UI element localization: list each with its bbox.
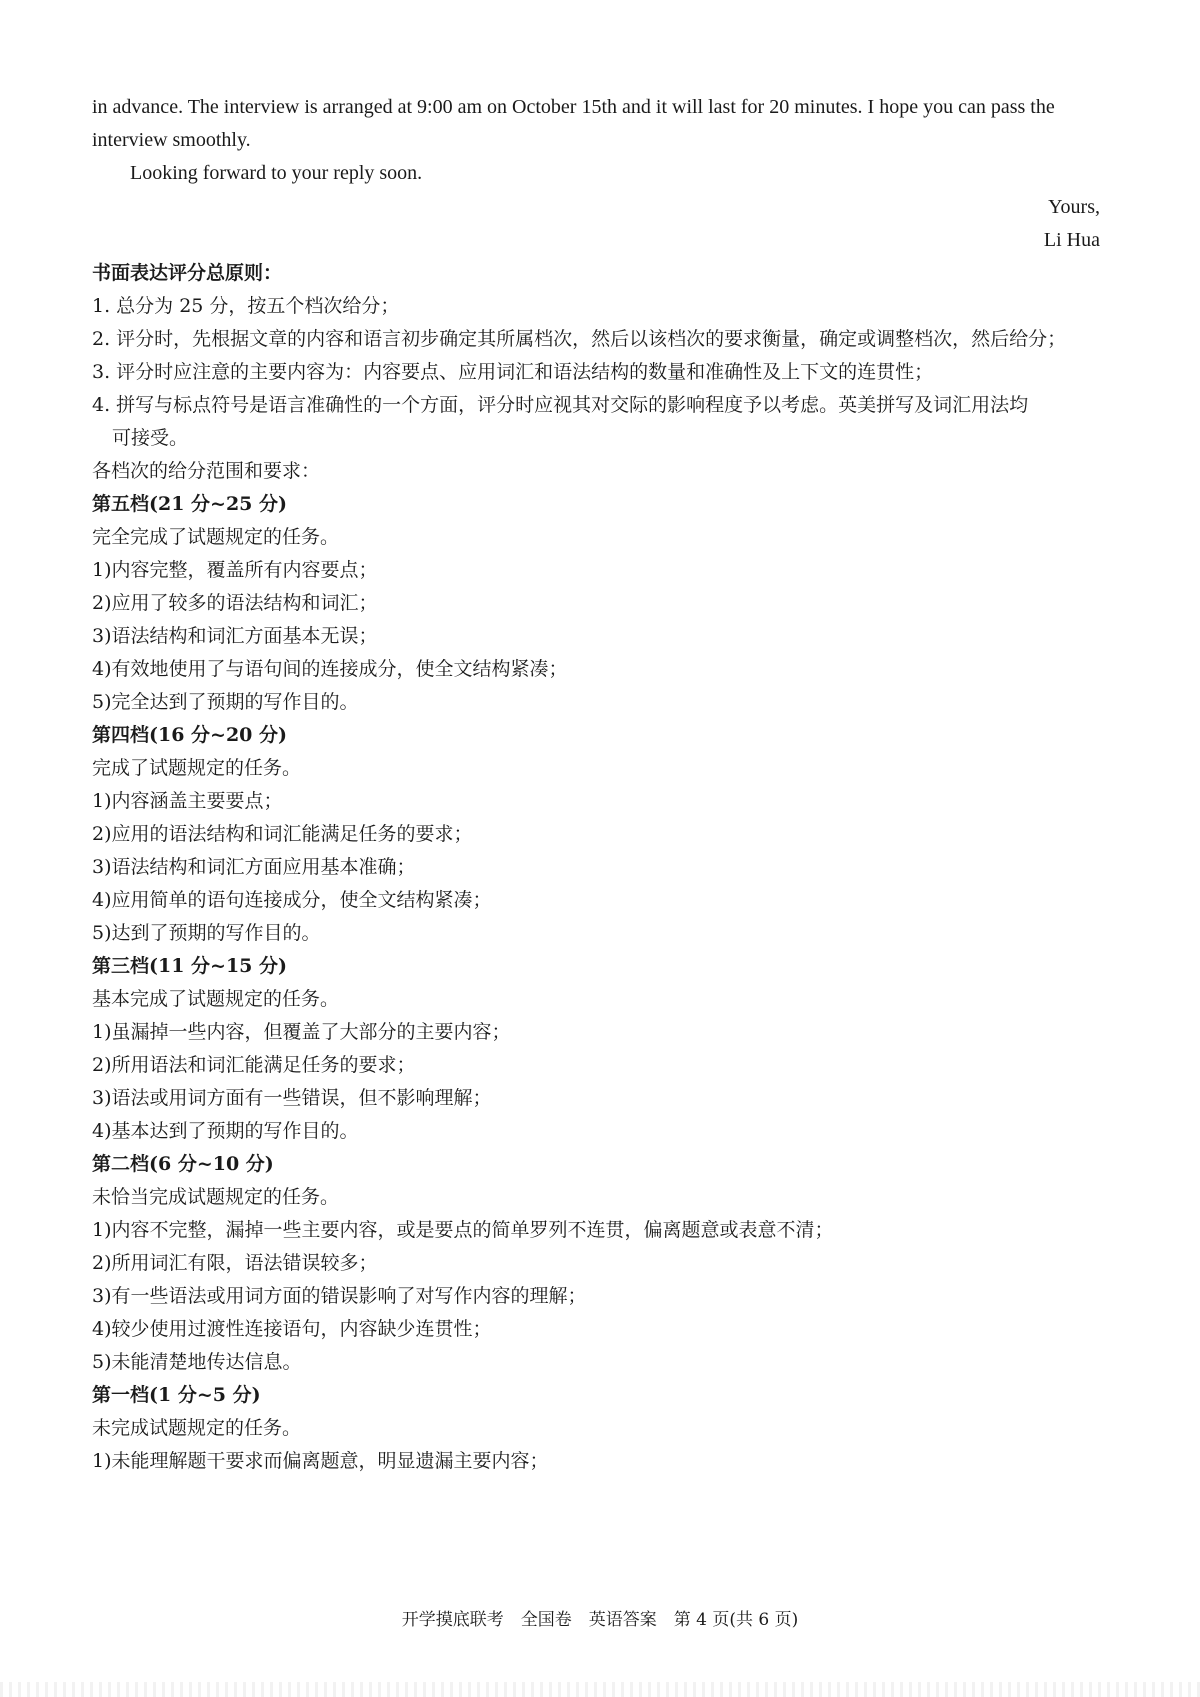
tier-summary: 完全完成了试题规定的任务。 [92, 526, 340, 548]
tier-item: 2)所用语法和词汇能满足任务的要求； [92, 1054, 416, 1076]
tier-item: 3)语法结构和词汇方面应用基本准确； [92, 856, 416, 878]
tier-summary: 未恰当完成试题规定的任务。 [92, 1186, 340, 1208]
tier-item: 5)未能清楚地传达信息。 [92, 1351, 302, 1373]
tier-title: 第二档(6 分~10 分) [92, 1153, 274, 1175]
tier-item: 5)完全达到了预期的写作目的。 [92, 691, 359, 713]
tier-item: 1)未能理解题干要求而偏离题意，明显遗漏主要内容； [92, 1450, 549, 1472]
tier-item: 1)内容不完整，漏掉一些主要内容，或是要点的简单罗列不连贯，偏离题意或表意不清； [92, 1219, 834, 1241]
tier-item: 1)内容涵盖主要要点； [92, 790, 283, 812]
principle-item: 4. 拼写与标点符号是语言准确性的一个方面，评分时应视其对交际的影响程度予以考虑。英美拼写及词汇用法均 [92, 394, 1029, 416]
principles-heading: 书面表达评分总原则： [92, 262, 283, 284]
letter-signature: Li Hua [1043, 229, 1100, 251]
tier-item: 4)较少使用过渡性连接语句，内容缺少连贯性； [92, 1318, 492, 1340]
tier-summary: 基本完成了试题规定的任务。 [92, 988, 340, 1010]
tier-item: 4)有效地使用了与语句间的连接成分，使全文结构紧凑； [92, 658, 568, 680]
principle-item: 2. 评分时，先根据文章的内容和语言初步确定其所属档次，然后以该档次的要求衡量，确定或调整档次，然后给分； [92, 328, 1067, 350]
principle-item: 1. 总分为 25 分，按五个档次给分； [92, 295, 400, 317]
tier-item: 1)内容完整，覆盖所有内容要点； [92, 559, 378, 581]
ranges-heading: 各档次的给分范围和要求： [92, 460, 321, 482]
tier-item: 3)语法或用词方面有一些错误，但不影响理解； [92, 1087, 492, 1109]
tier-title: 第五档(21 分~25 分) [92, 493, 288, 515]
tier-item: 4)基本达到了预期的写作目的。 [92, 1120, 359, 1142]
letter-closing: Yours, [1048, 196, 1100, 218]
tier-title: 第三档(11 分~15 分) [92, 955, 288, 977]
principle-item: 3. 评分时应注意的主要内容为：内容要点、应用词汇和语法结构的数量和准确性及上下文的连贯性； [92, 361, 934, 383]
tier-item: 4)应用简单的语句连接成分，使全文结构紧凑； [92, 889, 492, 911]
tier-title: 第一档(1 分~5 分) [92, 1384, 261, 1406]
letter-line-2: interview smoothly. [92, 129, 251, 151]
tier-item: 2)应用了较多的语法结构和词汇； [92, 592, 378, 614]
tier-summary: 完成了试题规定的任务。 [92, 757, 302, 779]
principle-item-continuation: 可接受。 [112, 427, 189, 449]
letter-line-1: in advance. The interview is arranged at 9:00 am on October 15th and it will last for 20 minutes. I hope you can pass the [92, 96, 1055, 118]
scan-edge-strip [0, 1682, 1200, 1697]
letter-line-3: Looking forward to your reply soon. [130, 162, 423, 184]
tier-item: 5)达到了预期的写作目的。 [92, 922, 321, 944]
tier-item: 2)应用的语法结构和词汇能满足任务的要求； [92, 823, 473, 845]
tier-summary: 未完成试题规定的任务。 [92, 1417, 302, 1439]
tier-item: 3)有一些语法或用词方面的错误影响了对写作内容的理解； [92, 1285, 587, 1307]
tier-item: 2)所用词汇有限，语法错误较多； [92, 1252, 378, 1274]
tier-item: 3)语法结构和词汇方面基本无误； [92, 625, 378, 647]
page-footer: 开学摸底联考 全国卷 英语答案 第 4 页(共 6 页) [401, 1610, 799, 1630]
tier-title: 第四档(16 分~20 分) [92, 724, 288, 746]
tier-item: 1)虽漏掉一些内容，但覆盖了大部分的主要内容； [92, 1021, 511, 1043]
